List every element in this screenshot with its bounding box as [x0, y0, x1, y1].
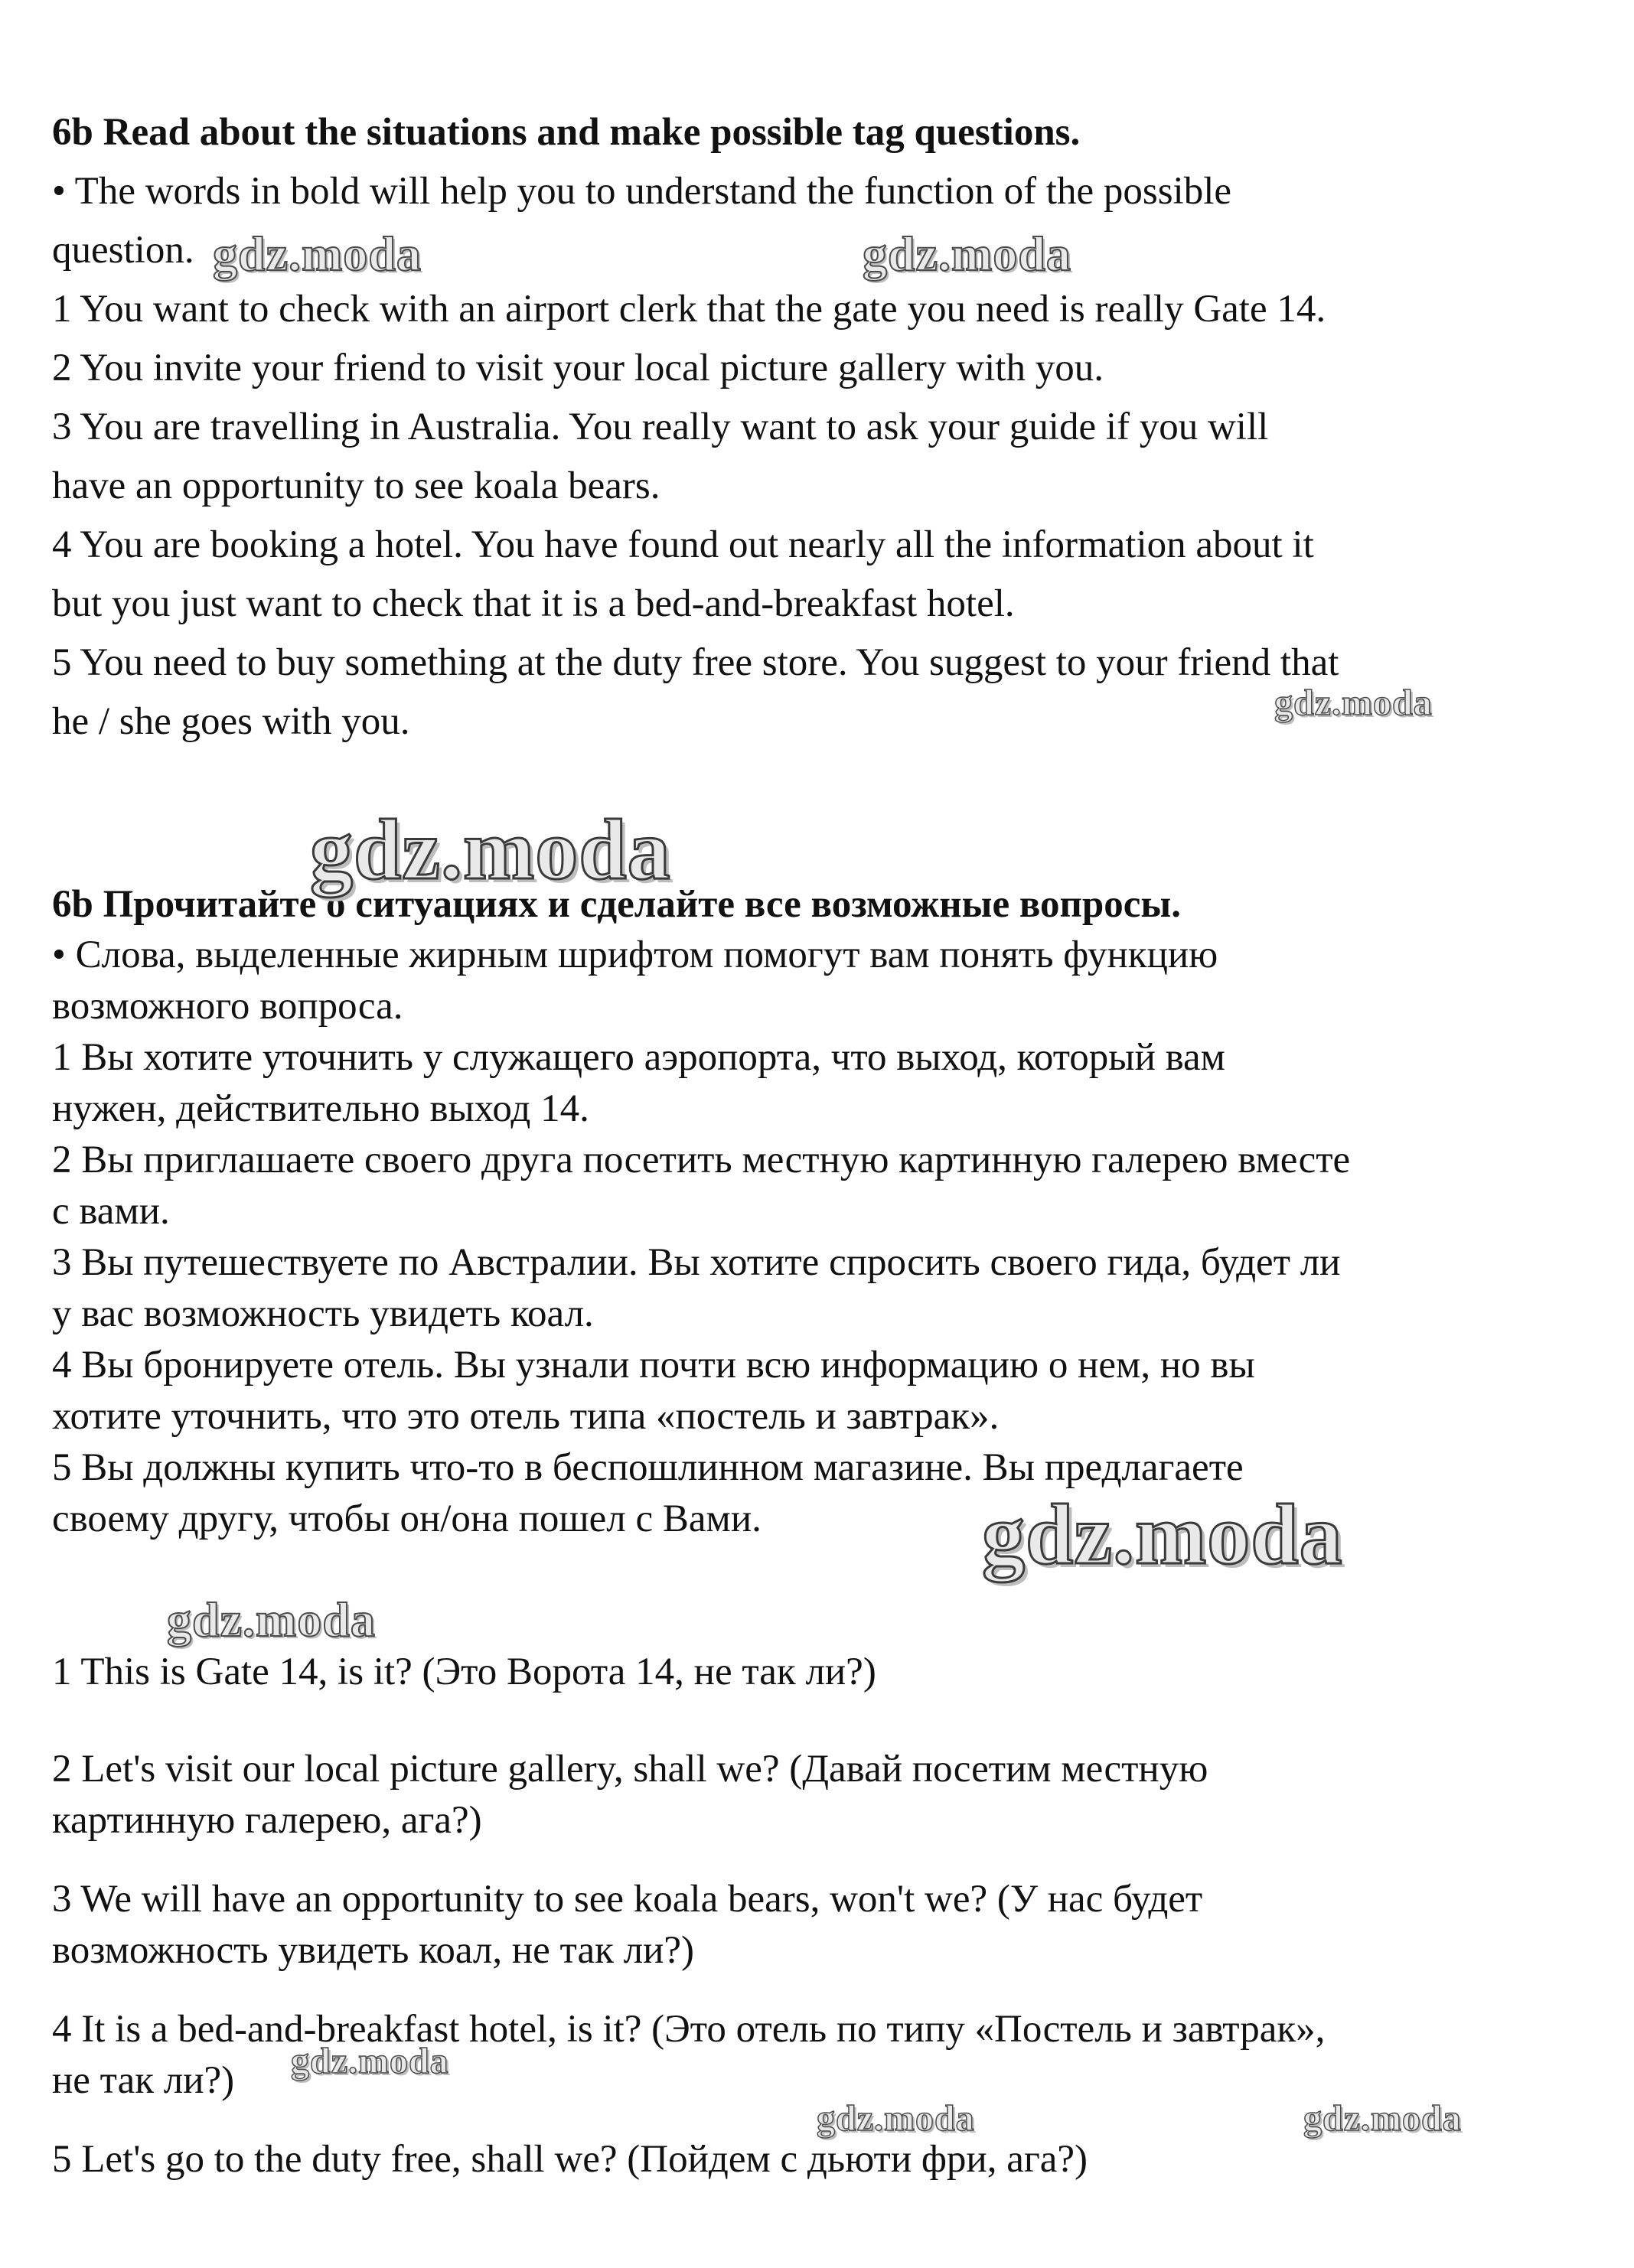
english-item-5-line-2: he / she goes with you. [52, 700, 410, 743]
watermark-logo: gdz.moda [310, 803, 671, 898]
watermark-logo: gdz.moda [213, 226, 422, 281]
russian-note-line-1: • Слова, выделенные жирным шрифтом помогут вам понять функцию [52, 934, 1218, 976]
russian-item-5-line-2: своему другу, чтобы он/она пошел с Вами. [52, 1497, 762, 1540]
english-item-5-line-1: 5 You need to buy something at the duty free store. You suggest to your friend that [52, 641, 1339, 684]
answer-4-line-2: не так ли?) [52, 2059, 235, 2102]
english-note-line-1: • The words in bold will help you to understand the function of the possible [52, 170, 1232, 213]
english-note-line-2: question. [52, 229, 194, 272]
english-item-3-line-1: 3 You are travelling in Australia. You really want to ask your guide if you will [52, 406, 1269, 448]
watermark-logo: gdz.moda [817, 2098, 975, 2139]
answer-4-line-1: 4 It is a bed-and-breakfast hotel, is it? (Это отель по типу «Постель и завтрак», [52, 2008, 1326, 2051]
russian-heading: 6b Прочитайте о ситуациях и сделайте все возможные вопросы. [52, 883, 1181, 926]
russian-item-5-line-1: 5 Вы должны купить что-то в беспошлинном магазине. Вы предлагаете [52, 1446, 1244, 1489]
russian-item-3-line-1: 3 Вы путешествуете по Австралии. Вы хотите спросить своего гида, будет ли [52, 1241, 1341, 1284]
russian-item-1-line-1: 1 Вы хотите уточнить у служащего аэропорта, что выход, который вам [52, 1036, 1225, 1079]
english-item-3-line-2: have an opportunity to see koala bears. [52, 464, 660, 507]
watermark-logo: gdz.moda [291, 2041, 449, 2081]
answer-2-line-1: 2 Let's visit our local picture gallery, shall we? (Давай посетим местную [52, 1748, 1208, 1791]
english-item-1: 1 You want to check with an airport clerk that the gate you need is really Gate 14. [52, 288, 1326, 331]
watermark-logo: gdz.moda [863, 226, 1071, 281]
watermark-logo: gdz.moda [1303, 2098, 1462, 2139]
english-item-4-line-2: but you just want to check that it is a bed-and-breakfast hotel. [52, 582, 1015, 625]
english-item-2: 2 You invite your friend to visit your local picture gallery with you. [52, 347, 1104, 389]
russian-item-2-line-1: 2 Вы приглашаете своего друга посетить местную картинную галерею вместе [52, 1139, 1351, 1181]
english-item-4-line-1: 4 You are booking a hotel. You have found out nearly all the information about it [52, 523, 1314, 566]
answer-3-line-1: 3 We will have an opportunity to see koala bears, won't we? (У нас будет [52, 1878, 1203, 1921]
watermark-logo: gdz.moda [982, 1488, 1343, 1582]
answer-2-line-2: картинную галерею, ага?) [52, 1799, 482, 1842]
watermark-logo: gdz.moda [1274, 683, 1433, 723]
russian-item-4-line-2: хотите уточнить, что это отель типа «постель и завтрак». [52, 1395, 1000, 1438]
watermark-logo: gdz.moda [167, 1592, 376, 1647]
russian-item-2-line-2: с вами. [52, 1190, 170, 1233]
answer-1: 1 This is Gate 14, is it? (Это Ворота 14, не так ли?) [52, 1650, 876, 1693]
answer-5: 5 Let's go to the duty free, shall we? (Пойдем с дьюти фри, ага?) [52, 2138, 1088, 2181]
answer-3-line-2: возможность увидеть коал, не так ли?) [52, 1929, 694, 1972]
russian-note-line-2: возможного вопроса. [52, 985, 403, 1028]
russian-item-4-line-1: 4 Вы бронируете отель. Вы узнали почти всю информацию о нем, но вы [52, 1344, 1255, 1387]
russian-item-3-line-2: у вас возможность увидеть коал. [52, 1292, 594, 1335]
russian-item-1-line-2: нужен, действительно выход 14. [52, 1087, 589, 1130]
english-heading: 6b Read about the situations and make possible tag questions. [52, 111, 1081, 154]
